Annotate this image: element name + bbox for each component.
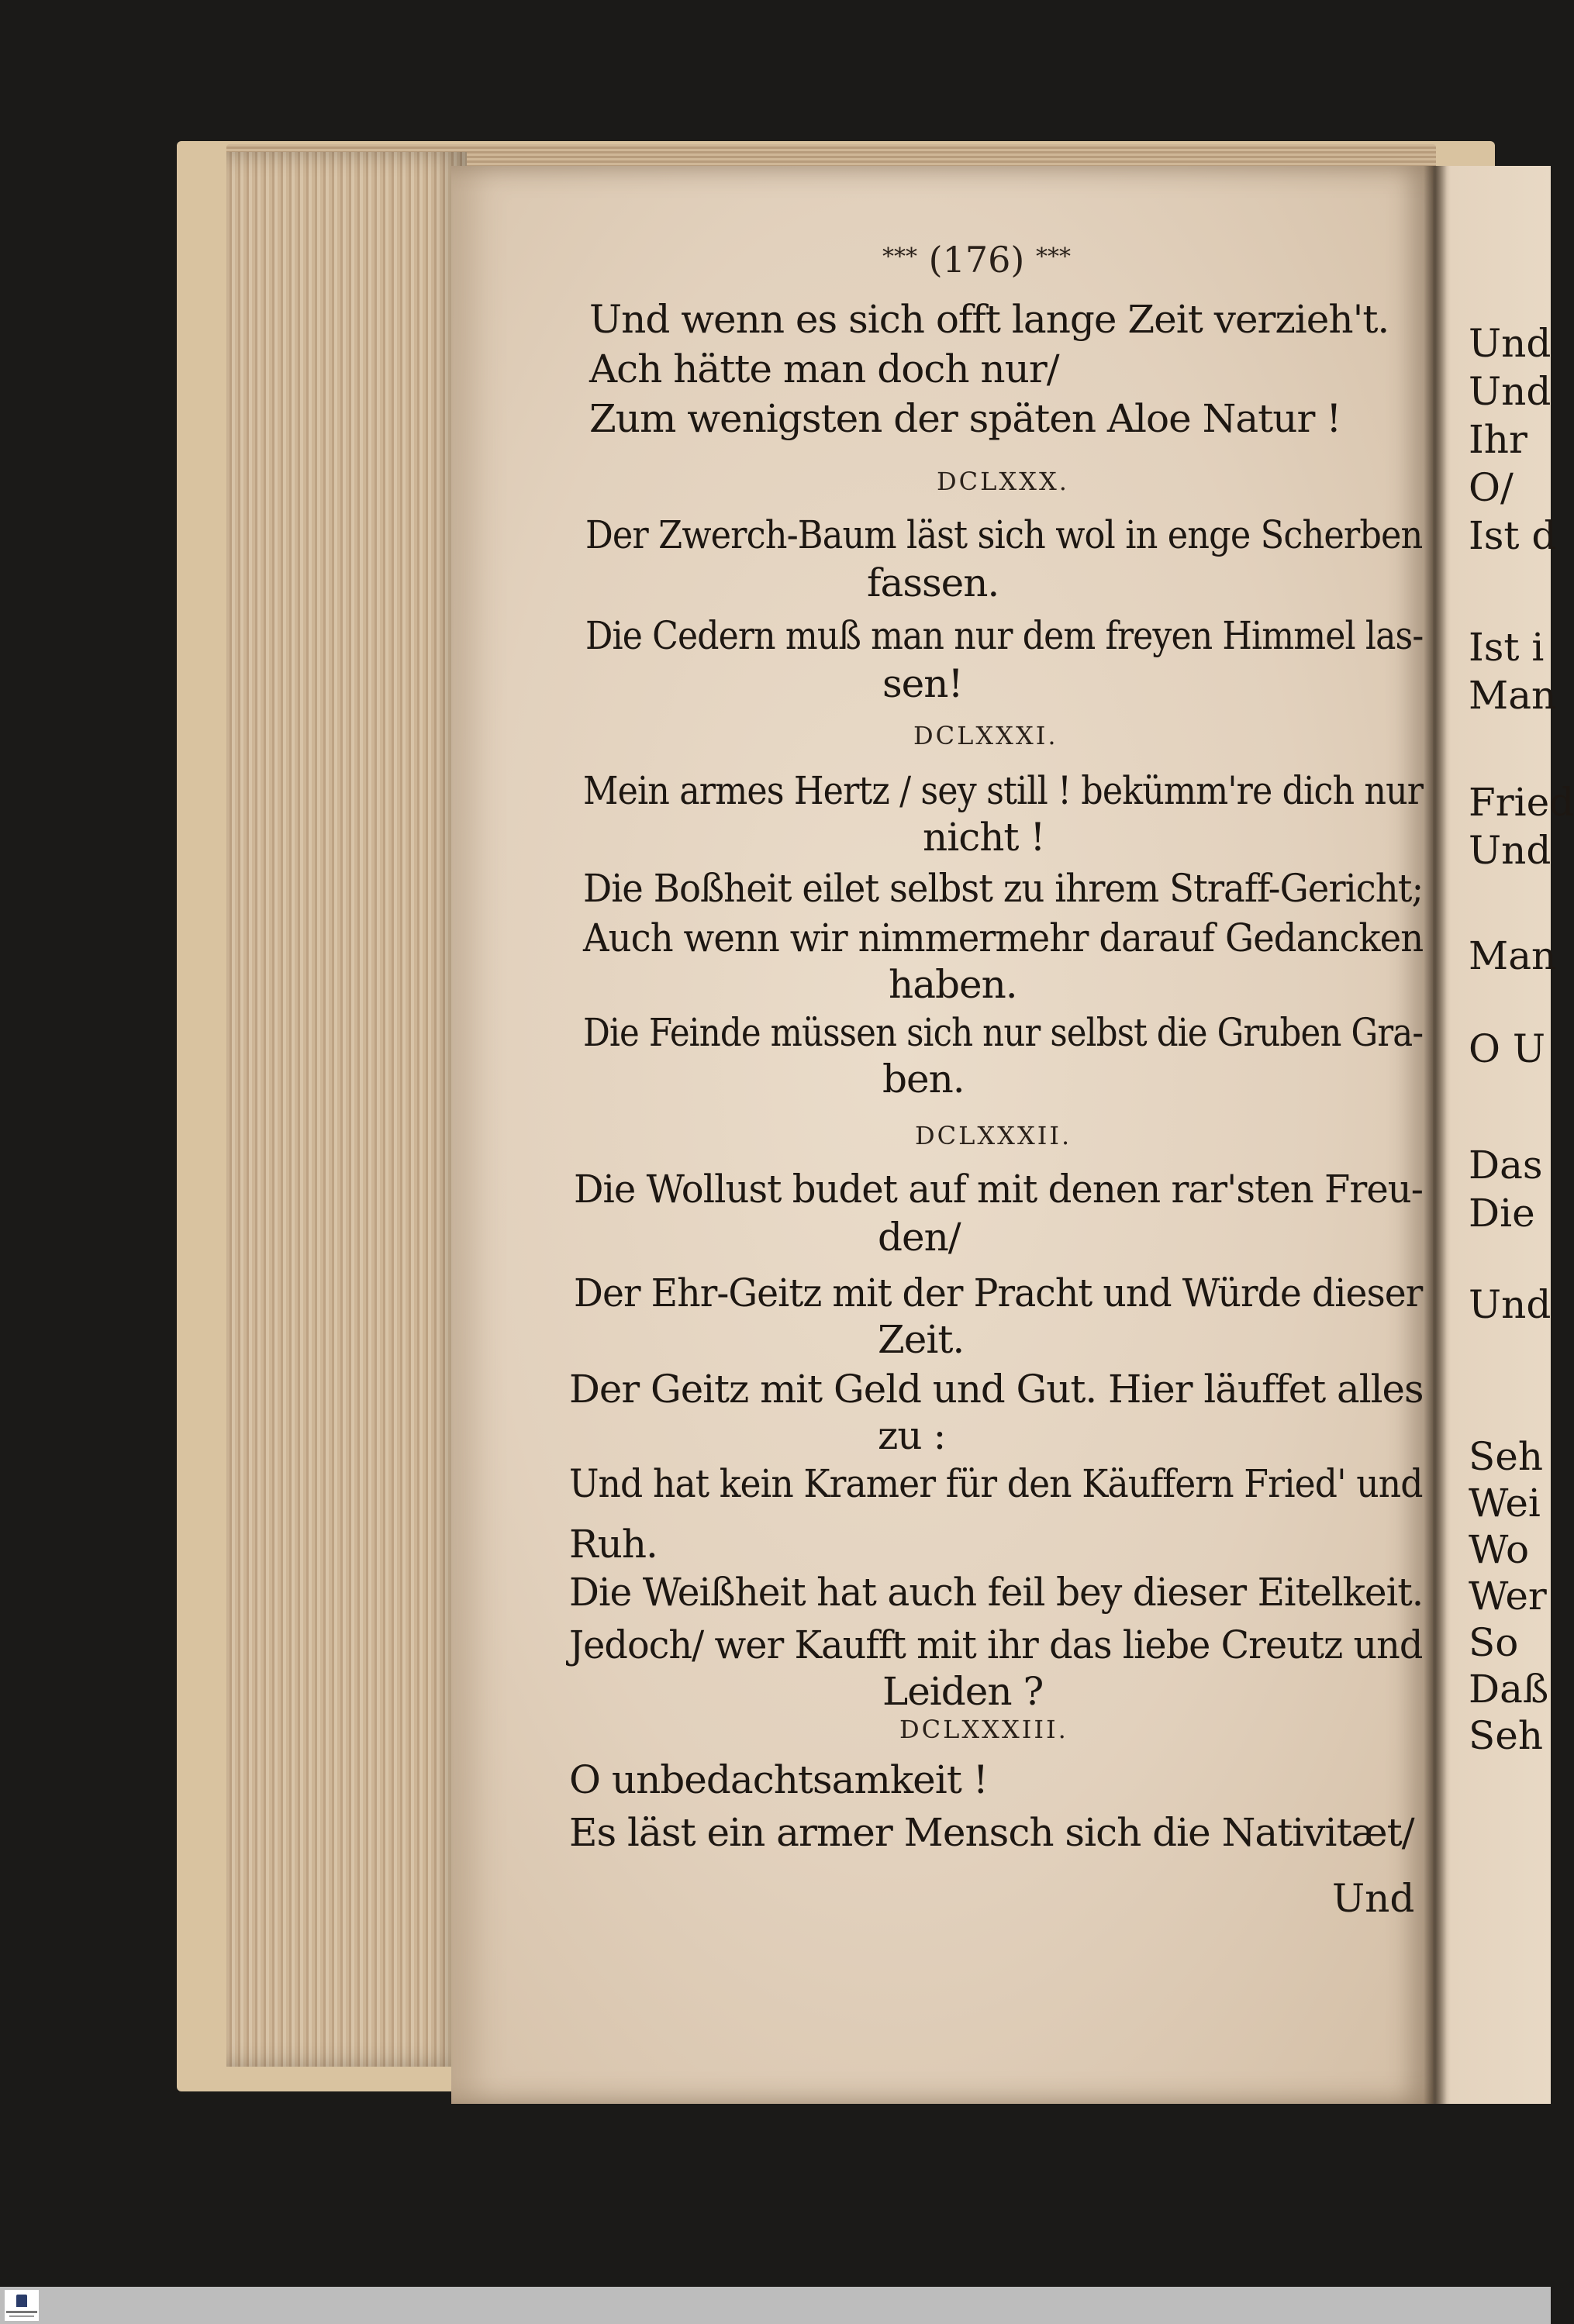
book-gutter	[1424, 166, 1447, 2104]
facing-fragment: Die	[1469, 1191, 1535, 1236]
verse-number: DCLXXXIII.	[899, 1715, 1068, 1744]
verse-line: nicht !	[923, 815, 1045, 860]
facing-fragment: Und	[1469, 1282, 1552, 1327]
facing-fragment: Wer	[1469, 1574, 1547, 1619]
verse-line: Der Ehr-Geitz mit der Pracht und Würde dieser	[574, 1271, 1423, 1315]
verse-line: ben.	[882, 1057, 965, 1102]
verse-line: Die Weißheit hat auch feil bey dieser Eitelkeit.	[569, 1570, 1424, 1615]
verse-line: sen!	[882, 661, 963, 706]
verse-line: Zum wenigsten der späten Aloe Natur !	[589, 396, 1341, 441]
ornament-stars-left: *	[882, 243, 894, 271]
verse-line: Der Geitz mit Geld und Gut. Hier läuffet alles	[569, 1367, 1424, 1412]
verse-line: zu :	[878, 1413, 946, 1458]
facing-fragment: Wo	[1469, 1527, 1530, 1572]
facing-fragment: Seh	[1469, 1434, 1544, 1479]
facing-fragment: O/	[1469, 465, 1514, 510]
facing-fragment: Und	[1469, 369, 1552, 414]
facing-fragment: Seh	[1469, 1713, 1544, 1758]
facing-fragment: Daß	[1469, 1667, 1549, 1712]
facing-fragment: Und	[1469, 321, 1552, 366]
page-header: *** (176) ***	[882, 239, 1071, 281]
verse-line: Jedoch/ wer Kaufft mit ihr das liebe Creutz und	[569, 1622, 1423, 1667]
verse-number: DCLXXXI.	[913, 721, 1058, 750]
verse-line: Der Zwerch-Baum läst sich wol in enge Scherben	[585, 512, 1423, 557]
facing-fragment: Ist d	[1469, 513, 1557, 558]
library-logo	[5, 2290, 39, 2321]
facing-fragment: Und	[1469, 828, 1552, 873]
facing-fragment: Wei	[1469, 1481, 1541, 1526]
verse-line: Leiden ?	[882, 1669, 1044, 1714]
facing-page	[1433, 166, 1574, 2104]
verse-line: Auch wenn wir nimmermehr darauf Gedancken	[583, 915, 1424, 960]
facing-fragment: Das	[1469, 1143, 1543, 1188]
facing-fragment: O U	[1469, 1026, 1546, 1071]
facing-fragment: Ihr	[1469, 417, 1527, 462]
verse-line: haben.	[889, 962, 1017, 1007]
verse-line: Zeit.	[878, 1317, 965, 1362]
verse-line: Mein armes Hertz / sey still ! bekümm're dich nur	[583, 768, 1424, 813]
facing-fragment: Ist i	[1469, 625, 1545, 670]
facing-fragment: Man	[1469, 673, 1557, 718]
viewer-bottom-bar	[0, 2287, 1551, 2324]
verse-line: Ach hätte man doch nur/	[589, 347, 1059, 391]
verse-line: Und hat kein Kramer für den Käuffern Fried' und	[569, 1461, 1423, 1506]
verse-line: Die Feinde müssen sich nur selbst die Gruben Gra-	[583, 1010, 1424, 1055]
verse-number: DCLXXXII.	[915, 1121, 1072, 1150]
verse-line: O unbedachtsamkeit !	[569, 1757, 988, 1802]
facing-fragment: Fried	[1469, 780, 1574, 825]
verse-line: Es läst ein armer Mensch sich die Nativitæt/	[569, 1810, 1414, 1855]
verse-line: Ruh.	[569, 1522, 658, 1567]
verse-line: Die Boßheit eilet selbst zu ihrem Straff-Gericht;	[583, 866, 1424, 911]
page-number: (176)	[928, 239, 1025, 281]
verse-line: Die Cedern muß man nur dem freyen Himmel las-	[585, 613, 1424, 658]
facing-fragment: So	[1469, 1620, 1519, 1665]
facing-fragment: Man	[1469, 933, 1557, 978]
library-logo-icon	[16, 2295, 27, 2307]
verse-line: Die Wollust budet auf mit denen rar'sten Freu-	[574, 1167, 1424, 1212]
verse-line: fassen.	[867, 560, 999, 605]
verse-number: DCLXXX.	[937, 467, 1069, 496]
ornament-stars-right: *	[1035, 243, 1048, 271]
verse-line: Und wenn es sich offt lange Zeit verzieh't.	[589, 297, 1389, 342]
page-stack-fore-edge	[226, 152, 467, 2067]
verse-line: den/	[878, 1215, 961, 1260]
catchword: Und	[1332, 1876, 1415, 1921]
